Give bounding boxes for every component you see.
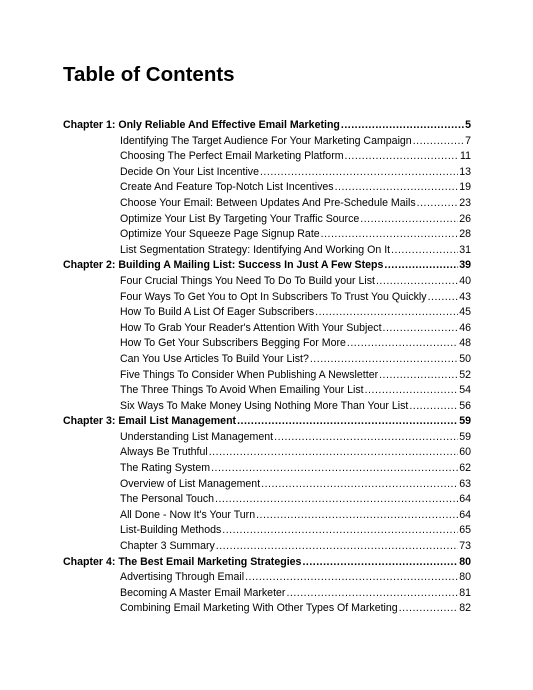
toc-entry-row[interactable] xyxy=(63,212,471,228)
toc-dot-leader xyxy=(335,180,459,196)
page-title: Table of Contents xyxy=(63,63,235,86)
toc-dot-leader xyxy=(315,305,458,321)
toc-entry-title: All Done - Now It's Your Turn xyxy=(120,508,256,521)
toc-page-number: 82 xyxy=(459,602,471,615)
toc-dot-leader xyxy=(345,149,459,165)
toc-page-number: 59 xyxy=(459,415,471,428)
toc-chapter-title: Chapter 4: The Best Email Marketing Strategies xyxy=(63,555,302,568)
toc-entry-title: Four Ways To Get You to Opt In Subscribers To Trust You Quickly xyxy=(120,290,427,303)
toc-entry-title: Six Ways To Make Money Using Nothing More Than Your List xyxy=(120,399,409,412)
toc-entry-title: List-Building Methods xyxy=(120,524,222,537)
toc-chapter-title: Chapter 1: Only Reliable And Effective Email Marketing xyxy=(63,119,340,131)
toc-dot-leader xyxy=(399,601,459,617)
toc-dot-leader xyxy=(211,461,458,477)
toc-dot-leader xyxy=(245,570,458,586)
toc-entry-row[interactable] xyxy=(63,290,471,306)
toc-page-number: 7 xyxy=(465,134,471,147)
toc-dot-leader xyxy=(260,165,458,181)
toc-entry-title: The Personal Touch xyxy=(120,493,215,506)
toc-page-number: 59 xyxy=(459,430,471,443)
toc-page-number: 54 xyxy=(459,384,471,397)
toc-entry-row[interactable] xyxy=(63,461,471,477)
toc-dot-leader xyxy=(409,399,458,415)
toc-entry-row[interactable] xyxy=(63,321,471,337)
toc-entry-row[interactable] xyxy=(63,368,471,384)
toc-page-number: 46 xyxy=(459,321,471,334)
toc-entry-row[interactable] xyxy=(63,477,471,493)
toc-chapter-row[interactable] xyxy=(63,555,471,571)
toc-dot-leader xyxy=(302,555,458,571)
toc-page-number: 45 xyxy=(459,306,471,319)
toc-entry-row[interactable] xyxy=(63,430,471,446)
toc-page-number: 52 xyxy=(459,368,471,381)
toc-entry-row[interactable] xyxy=(63,352,471,368)
toc-page-number: 43 xyxy=(459,290,471,303)
toc-dot-leader xyxy=(216,539,458,555)
toc-entry-title: How To Build A List Of Eager Subscribers xyxy=(120,306,315,319)
toc-dot-leader xyxy=(391,243,458,259)
toc-dot-leader xyxy=(413,134,464,150)
toc-entry-row[interactable] xyxy=(63,492,471,508)
toc-entry-title: Can You Use Articles To Build Your List? xyxy=(120,352,309,365)
toc-entry-title: Advertising Through Email xyxy=(120,571,245,584)
toc-page-number: 62 xyxy=(459,462,471,475)
toc-page-number: 60 xyxy=(459,446,471,459)
toc-entry-row[interactable] xyxy=(63,399,471,415)
toc-page-number: 80 xyxy=(459,571,471,584)
toc-page-number: 48 xyxy=(459,337,471,350)
toc-entry-title: Combining Email Marketing With Other Types Of Marketing xyxy=(120,602,398,615)
toc-dot-leader xyxy=(237,414,458,430)
toc-chapter-row[interactable] xyxy=(63,118,471,134)
toc-page-number: 63 xyxy=(459,477,471,490)
toc-entry-row[interactable] xyxy=(63,274,471,290)
toc-page-number: 64 xyxy=(459,493,471,506)
toc-chapter-title: Chapter 2: Building A Mailing List: Success In Just A Few Steps xyxy=(63,259,384,272)
toc-entry-row[interactable] xyxy=(63,134,471,150)
toc-entry-row[interactable] xyxy=(63,227,471,243)
toc-entry-title: How To Get Your Subscribers Begging For More xyxy=(120,337,346,350)
toc-entry-title: Understanding List Management xyxy=(120,430,274,443)
toc-page-number: 39 xyxy=(459,259,471,272)
toc-dot-leader xyxy=(274,430,458,446)
toc-entry-title: Five Things To Consider When Publishing A Newsletter xyxy=(120,368,379,381)
toc-dot-leader xyxy=(256,508,458,524)
toc-entry-row[interactable] xyxy=(63,305,471,321)
toc-entry-row[interactable] xyxy=(63,601,471,617)
toc-dot-leader xyxy=(215,492,458,508)
toc-entry-title: Optimize Your Squeeze Page Signup Rate xyxy=(120,228,320,241)
toc-dot-leader xyxy=(321,227,459,243)
toc-entry-title: Choose Your Email: Between Updates And Pre-Schedule Mails xyxy=(120,196,416,209)
toc-page-number: 65 xyxy=(459,524,471,537)
toc-dot-leader xyxy=(261,477,458,493)
toc-entry-row[interactable] xyxy=(63,523,471,539)
toc-entry-title: How To Grab Your Reader's Attention With Your Subject xyxy=(120,321,382,334)
toc-page-number: 50 xyxy=(459,352,471,365)
toc-entry-row[interactable] xyxy=(63,508,471,524)
toc-dot-leader xyxy=(379,368,458,384)
toc-dot-leader xyxy=(209,445,458,461)
toc-page-number: 26 xyxy=(459,212,471,225)
toc-dot-leader xyxy=(383,321,459,337)
toc-dot-leader xyxy=(360,212,458,228)
toc-entry-row[interactable] xyxy=(63,570,471,586)
toc-entry-row[interactable] xyxy=(63,586,471,602)
toc-page-number: 5 xyxy=(465,119,471,131)
toc-dot-leader xyxy=(417,196,459,212)
toc-entry-title: List Segmentation Strategy: Identifying And Working On It xyxy=(120,243,391,256)
toc-entry-title: Create And Feature Top-Notch List Incentives xyxy=(120,181,334,194)
toc-entry-row[interactable] xyxy=(63,336,471,352)
toc-page-number: 80 xyxy=(459,555,471,568)
toc-chapter-row[interactable] xyxy=(63,258,471,274)
toc-entry-title: Decide On Your List Incentive xyxy=(120,165,259,178)
toc-dot-leader xyxy=(341,118,464,134)
toc-entry-row[interactable] xyxy=(63,149,471,165)
toc-page-number: 23 xyxy=(459,196,471,209)
toc-entry-row[interactable] xyxy=(63,383,471,399)
toc-chapter-row[interactable] xyxy=(63,414,471,430)
toc-dot-leader xyxy=(286,586,458,602)
toc-page-number: 40 xyxy=(459,274,471,287)
toc-page-number: 31 xyxy=(459,243,471,256)
toc-entry-row[interactable] xyxy=(63,243,471,259)
toc-dot-leader xyxy=(365,383,459,399)
toc-dot-leader xyxy=(384,258,458,274)
toc-dot-leader xyxy=(428,290,459,306)
toc-entry-title: Chapter 3 Summary xyxy=(120,540,215,553)
toc-entry-title: Overview of List Management xyxy=(120,477,261,490)
toc-entry-title: Always Be Truthful xyxy=(120,446,208,459)
toc-entry-title: The Three Things To Avoid When Emailing Your List xyxy=(120,384,364,397)
toc-entry-row[interactable] xyxy=(63,180,471,196)
toc-entry-row[interactable] xyxy=(63,165,471,181)
toc-page-number: 13 xyxy=(459,165,471,178)
toc-dot-leader xyxy=(376,274,458,290)
toc-entry-title: Four Crucial Things You Need To Do To Build your List xyxy=(120,274,375,287)
toc-entry-title: Identifying The Target Audience For Your Marketing Campaign xyxy=(120,134,412,147)
toc-entry-row[interactable] xyxy=(63,539,471,555)
toc-page-number: 28 xyxy=(459,228,471,241)
toc-entry-title: The Rating System xyxy=(120,462,211,475)
table-of-contents xyxy=(63,118,471,617)
toc-page-number: 11 xyxy=(460,150,471,163)
toc-page-number: 64 xyxy=(459,508,471,521)
toc-entry-row[interactable] xyxy=(63,445,471,461)
toc-entry-row[interactable] xyxy=(63,196,471,212)
toc-entry-title: Optimize Your List By Targeting Your Traffic Source xyxy=(120,212,360,225)
toc-page-number: 73 xyxy=(459,540,471,553)
toc-chapter-title: Chapter 3: Email List Management xyxy=(63,415,237,428)
toc-page-number: 19 xyxy=(459,181,471,194)
toc-entry-title: Becoming A Master Email Marketer xyxy=(120,586,286,599)
toc-dot-leader xyxy=(310,352,458,368)
toc-dot-leader xyxy=(347,336,458,352)
toc-entry-title: Choosing The Perfect Email Marketing Platform xyxy=(120,150,344,163)
toc-page-number: 56 xyxy=(459,399,471,412)
toc-dot-leader xyxy=(222,523,458,539)
toc-page-number: 81 xyxy=(459,586,471,599)
